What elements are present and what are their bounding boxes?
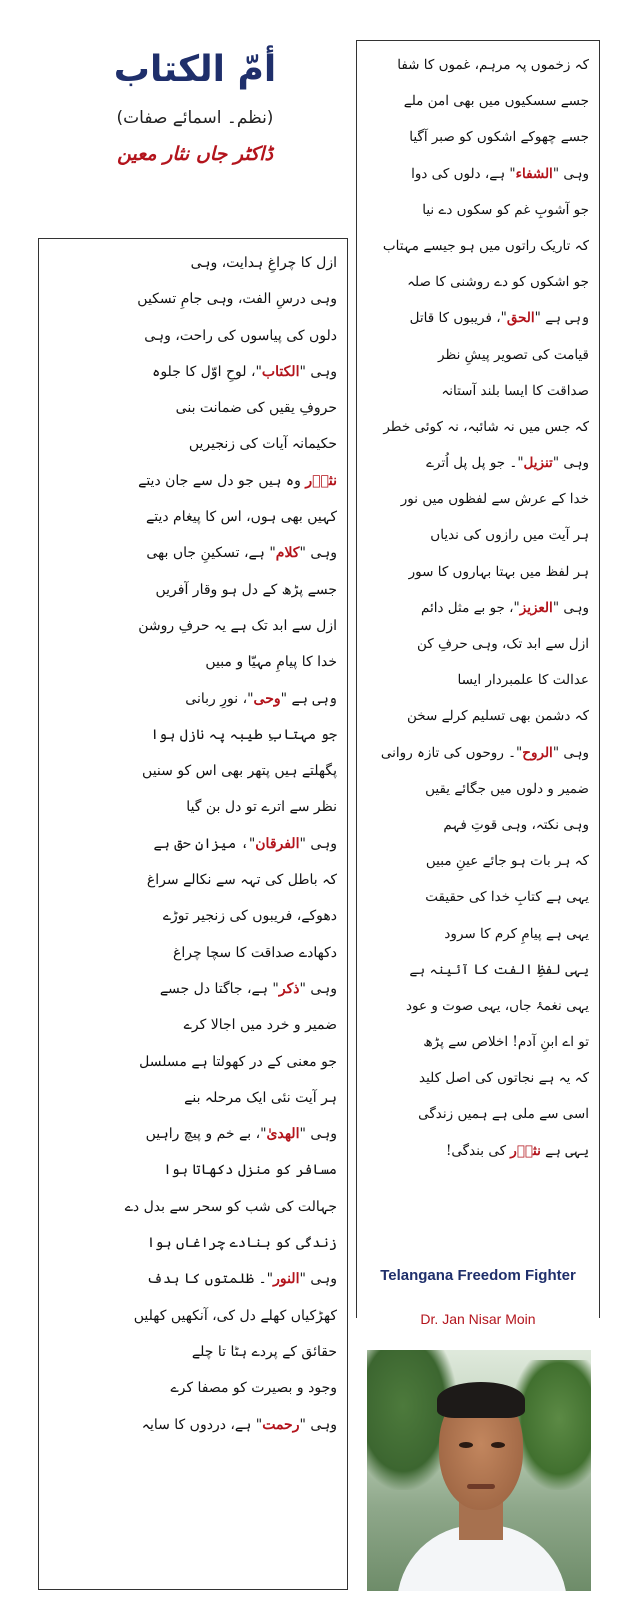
verse-line [367,843,589,879]
verse-text: اسی سے ملی ہے ہمیں زندگی [418,1106,589,1123]
verse-text: وہی " [299,363,337,380]
verse-line [49,354,337,390]
verse-line [367,590,589,626]
highlighted-word: الھدیٰ [266,1126,300,1143]
highlighted-word: وحی [253,690,281,707]
verse-text: "، نورِ ربانی [185,690,254,707]
verse-text: "، جو بے مثل دائم [421,599,520,616]
verse-line [49,826,337,862]
verse-line [49,572,337,608]
verse-text: ہر آیت میں رازوں کی ندیاں [430,527,589,544]
verse-line [49,644,337,680]
highlighted-word: الروح [522,744,553,761]
mouth-shape [467,1484,495,1489]
verse-line [367,916,589,952]
verse-text: جسے چھوکے اشکوں کو صبر آگیا [409,129,589,146]
verse-line [367,879,589,915]
verse-line [367,83,589,119]
credit-name: Dr. Jan Nisar Moin [420,1311,536,1327]
verse-text: جو معنی کے در کھولتا ہے مسلسل [139,1053,337,1070]
header [40,40,350,168]
verse-text: حقائق کے پردے ہٹا تا چلے [191,1343,337,1360]
verse-line [49,1080,337,1116]
verse-line [367,735,589,771]
verse-text: یہی ہے [540,1142,589,1159]
highlighted-word: نثاؔر [305,472,337,489]
verse-text: "۔ روحوں کی تازہ روانی [380,744,523,761]
verse-line [367,988,589,1024]
verse-text: جسے سسکیوں میں بھی امن ملے [403,93,589,110]
verse-text: وہی " [299,1126,337,1143]
highlighted-word: النور [273,1271,300,1288]
verse-line [367,952,589,988]
verse-text: وہی " [299,1271,337,1288]
highlighted-word: تنزیل [523,455,553,472]
verse-text: "۔ ظلمتوں کا ہدف [146,1271,274,1288]
verse-text: وہی " [299,980,337,997]
verse-text: ضمیر و دلوں میں جگائے یقیں [425,780,589,797]
verse-text: وہی " [552,455,589,472]
hair-shape [437,1382,525,1418]
verse-line [49,390,337,426]
verse-line [367,481,589,517]
verse-line [367,409,589,445]
verse-text: وہ ہیں جو دل سے جان دیتے [138,472,306,489]
verse-text: کہ جس میں نہ شائبہ، نہ کوئی خطر [383,418,589,435]
verse-line [367,264,589,300]
verse-text: یہی نغمۂ جاں، یہی صوت و عود [405,997,589,1014]
poem-column-left [38,238,348,1590]
highlighted-word: ذکر [278,980,300,997]
verse-text: "، فریبوں کا قاتل [409,310,507,327]
verse-line [49,935,337,971]
verse-text: قیامت کی تصویر پیشِ نظر [438,346,589,363]
verse-text: کہ باطل کی تہہ سے نکالے سراغ [146,872,337,889]
verse-text: عدالت کا علمبردار ایسا [457,672,589,689]
verse-text: وہی " [552,744,589,761]
verse-text: " ہے، جاگتا دل جسے [159,980,279,997]
verse-text: ازل سے ابد تک ہے یہ حرفِ روشن [138,617,337,634]
verse-text: خدا کا پیامِ مہیّا و مبیں [205,654,337,671]
highlighted-word: کلام [275,545,300,562]
verse-text: کہ ہر بات ہو جائے عینِ مبیں [425,853,589,870]
verse-line [49,681,337,717]
verse-line [49,1261,337,1297]
verse-text: ضمیر و خرد میں اجالا کرے [183,1017,337,1034]
verse-line [49,1407,337,1443]
verse-text: وہی " [299,835,337,852]
verse-line [367,445,589,481]
verse-text: نظر سے اترے تو دل بن گیا [186,799,337,816]
verse-text: کھڑکیاں کھلے دل کی، آنکھیں کھلیں [133,1307,337,1324]
verse-line [49,1044,337,1080]
verse-text: "۔ جو پل پل اُترے [426,455,524,472]
verse-text: زندگی کو بنادے چراغاں ہوا [146,1235,337,1252]
highlighted-word: الکتاب [261,363,300,380]
verse-line [49,535,337,571]
poet-portrait-photo [367,1350,591,1591]
verse-line [367,771,589,807]
verse-line [367,626,589,662]
page-subtitle: (نظم۔ اسمائے صفات) [116,108,274,128]
verse-line [49,862,337,898]
verse-line [49,463,337,499]
poem-column-right [356,40,600,1318]
verse-line [367,300,589,336]
verse-line [49,1298,337,1334]
verse-text: ہر لفظ میں بہتا بہاروں کا سور [408,563,589,580]
verse-text: ازل کا چراغِ ہدایت، وہی [190,255,337,271]
verse-text: "، میزانِ حق ہے [153,835,256,852]
verse-line [49,318,337,354]
verse-line [49,1334,337,1370]
verse-line [49,499,337,535]
verse-text: کہیں بھی ہوں، اس کا پیغام دیتے [146,509,337,526]
verse-text: وہی ہے " [280,690,337,707]
verse-text: دھوکے، فریبوں کی زنجیر توڑے [162,908,337,925]
verse-text: دلوں کی پیاسوں کی راحت، وہی [144,327,337,344]
verse-line [367,228,589,264]
verse-text: جو مہتابِ طیبہ پہ نازل ہوا [150,726,337,743]
verse-text: وہی " [552,599,589,616]
verse-text: " ہے، دلوں کی دوا [411,165,516,182]
verse-line [49,426,337,462]
verse-line [367,192,589,228]
verse-text: ہر آیت نئی ایک مرحلہ بنے [184,1089,337,1106]
verse-text: وہی ہے " [534,310,589,327]
verse-line [367,119,589,155]
verse-text: وہی " [299,545,337,562]
eye-shape [459,1442,473,1448]
verse-text: کہ دشمن بھی تسلیم کرلے سخن [407,708,589,725]
verse-text: کہ تاریک راتوں میں ہو جیسے مہتاب [382,237,589,254]
highlighted-word: رحمت [262,1416,300,1433]
verse-line [49,717,337,753]
verse-line [367,698,589,734]
verse-line [367,554,589,590]
verse-text: کہ یہ ہے نجاتوں کی اصل کلید [419,1070,589,1087]
verse-line [367,337,589,373]
verse-line [49,971,337,1007]
verse-line [49,789,337,825]
verse-text: جہالت کی شب کو سحر سے بدل دے [124,1198,337,1215]
verse-text: صداقت کا ایسا بلند آستانہ [441,382,589,399]
verse-line [49,1116,337,1152]
verse-text: وہی درسِ الفت، وہی جامِ تسکیں [137,291,337,308]
verse-text: " ہے، دردوں کا سایہ [141,1416,263,1433]
verse-text: وجود و بصیرت کو مصفا کرے [170,1380,337,1397]
tree-shape [511,1360,591,1490]
verse-text: یہی لفظِ الفت کا آئینہ ہے [409,961,589,978]
verse-text: کی بندگی! [446,1142,511,1159]
verse-text: ازل سے ابد تک، وہی حرفِ کن [416,636,589,652]
highlighted-word: العزیز [519,599,553,616]
poet-name: ڈاکٹر جاں نثار معین [117,143,273,165]
page-title: أمّ الکتاب [113,49,277,90]
verse-line [49,281,337,317]
verse-line [367,517,589,553]
verse-text: حروفِ یقیں کی ضمانت بنی [175,400,337,417]
verse-line [367,1096,589,1132]
verse-text: مسافر کو منزل دکھاتا ہوا [163,1162,337,1179]
highlighted-word: نثاؔر [510,1142,541,1159]
verse-line [49,1370,337,1406]
verse-line [49,608,337,644]
verse-line [367,373,589,409]
verse-text: "، بے خم و پیچ راہیں [145,1126,267,1143]
verse-text: جسے پڑھ کے دل ہو وقار آفریں [155,581,337,598]
verse-text: وہی " [552,165,589,182]
verse-text: وہی " [299,1416,337,1433]
verse-line [49,245,337,281]
verse-text: کہ زخموں پہ مرہم، غموں کا شفا [397,57,589,73]
credit-title: Telangana Freedom Fighter [380,1267,576,1284]
verse-line [367,1133,589,1169]
verse-text: یہی ہے پیامِ کرم کا سرود [444,925,589,942]
eye-shape [491,1442,505,1448]
verse-text: وہی نکتہ، وہی قوتِ فہم [443,816,589,833]
verse-line [367,156,589,192]
verse-text: جو اشکوں کو دے روشنی کا صلہ [407,274,589,291]
verse-text: پگھلتے ہیں پتھر بھی اس کو سنیں [142,763,337,780]
verse-line [367,47,589,83]
verse-line [49,1189,337,1225]
verse-line [367,1024,589,1060]
verse-text: یہی ہے کتابِ خدا کی حقیقت [425,889,589,906]
verse-text: جو آشوبِ غم کو سکوں دے نیا [422,201,589,218]
highlighted-word: الفرقان [255,835,300,852]
highlighted-word: الحق [506,310,535,327]
verse-text: تو اے ابنِ آدم! اخلاص سے پڑھ [423,1034,589,1051]
verse-text: دکھادے صداقت کا سچا چراغ [172,944,337,961]
verse-line [49,898,337,934]
verse-line [49,753,337,789]
verse-text: " ہے، تسکینِ جاں بھی [146,545,276,562]
verse-line [367,662,589,698]
verse-text: حکیمانہ آیات کی زنجیریں [188,436,337,453]
verse-line [49,1152,337,1188]
verse-line [367,807,589,843]
verse-text: "، لوحِ اوّل کا جلوہ [152,363,262,380]
verse-line [49,1007,337,1043]
verse-text: خدا کے عرش سے لفظوں میں نور [400,491,589,508]
verse-line [49,1225,337,1261]
verse-line [367,1060,589,1096]
highlighted-word: الشفاء [515,165,553,182]
